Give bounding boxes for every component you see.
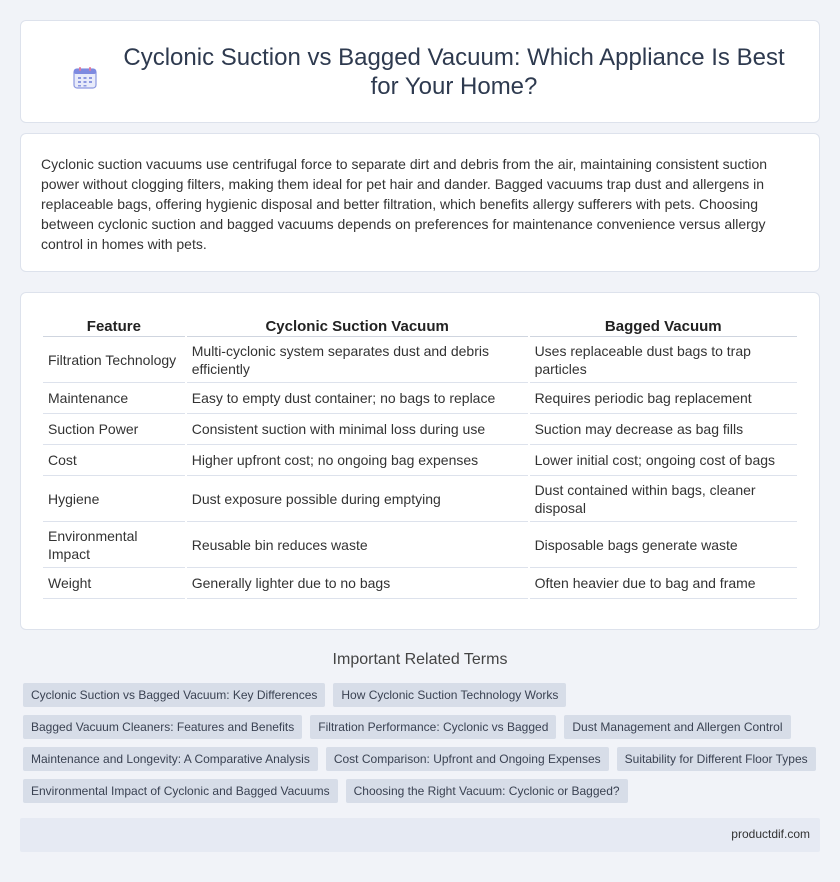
table-row — [43, 445, 797, 476]
footer-site-link[interactable]: productdif.com — [731, 827, 810, 841]
bagged-cell: Disposable bags generate waste — [530, 522, 797, 568]
calendar-grid-icon — [73, 67, 97, 89]
bagged-cell: Uses replaceable dust bags to trap particles — [530, 337, 797, 383]
bagged-cell: Dust contained within bags, cleaner disposal — [530, 476, 797, 522]
table-header-row — [43, 315, 797, 337]
header-bagged: Bagged Vacuum — [530, 315, 797, 337]
bagged-cell: Lower initial cost; ongoing cost of bags — [530, 445, 797, 476]
related-terms-tags — [23, 683, 823, 803]
bagged-cell: Often heavier due to bag and frame — [530, 568, 797, 599]
cyclonic-cell: Consistent suction with minimal loss during use — [187, 414, 528, 445]
table-row — [43, 476, 797, 522]
feature-cell: Filtration Technology — [43, 337, 185, 383]
comparison-table-card — [20, 292, 820, 630]
related-terms-heading: Important Related Terms — [332, 651, 508, 668]
feature-cell: Suction Power — [43, 414, 185, 445]
related-tag[interactable]: Environmental Impact of Cyclonic and Bagged Vacuums — [23, 779, 338, 803]
feature-cell: Cost — [43, 445, 185, 476]
comparison-table — [41, 315, 799, 599]
header-feature: Feature — [43, 315, 185, 337]
feature-cell: Environmental Impact — [43, 522, 185, 568]
related-tag[interactable]: How Cyclonic Suction Technology Works — [333, 683, 566, 707]
table-row — [43, 337, 797, 383]
table-row — [43, 383, 797, 414]
cyclonic-cell: Easy to empty dust container; no bags to replace — [187, 383, 528, 414]
cyclonic-cell: Higher upfront cost; no ongoing bag expenses — [187, 445, 528, 476]
cyclonic-cell: Generally lighter due to no bags — [187, 568, 528, 599]
bagged-cell: Requires periodic bag replacement — [530, 383, 797, 414]
table-row — [43, 414, 797, 445]
table-row — [43, 568, 797, 599]
intro-card — [20, 133, 820, 272]
cyclonic-cell: Multi-cyclonic system separates dust and debris efficiently — [187, 337, 528, 383]
related-tag[interactable]: Suitability for Different Floor Types — [617, 747, 816, 771]
cyclonic-cell: Dust exposure possible during emptying — [187, 476, 528, 522]
feature-cell: Hygiene — [43, 476, 185, 522]
related-tag[interactable]: Maintenance and Longevity: A Comparative Analysis — [23, 747, 318, 771]
related-tag[interactable]: Choosing the Right Vacuum: Cyclonic or Bagged? — [346, 779, 628, 803]
title-card — [20, 20, 820, 123]
related-tag[interactable]: Cyclonic Suction vs Bagged Vacuum: Key Differences — [23, 683, 325, 707]
intro-paragraph: Cyclonic suction vacuums use centrifugal force to separate dirt and debris from the air, maintaining consistent suction power without clogging filters, making them ideal for pet hair and dander. Bagged vacuums trap dust and allergens in replaceable bags, offering hygienic disposal and better filtration, which benefits allergy sufferers with pets. Choosing between cyclonic suction and bagged vacuums depends on preferences for maintenance convenience versus allergy control in homes with pets. — [41, 156, 768, 252]
cyclonic-cell: Reusable bin reduces waste — [187, 522, 528, 568]
feature-cell: Maintenance — [43, 383, 185, 414]
page-title: Cyclonic Suction vs Bagged Vacuum: Which Appliance Is Best for Your Home? — [123, 44, 785, 100]
table-row — [43, 522, 797, 568]
related-tag[interactable]: Filtration Performance: Cyclonic vs Bagged — [310, 715, 556, 739]
related-tag[interactable]: Cost Comparison: Upfront and Ongoing Expenses — [326, 747, 609, 771]
header-cyclonic: Cyclonic Suction Vacuum — [187, 315, 528, 337]
bagged-cell: Suction may decrease as bag fills — [530, 414, 797, 445]
related-tag[interactable]: Bagged Vacuum Cleaners: Features and Benefits — [23, 715, 302, 739]
footer — [20, 818, 820, 852]
related-tag[interactable]: Dust Management and Allergen Control — [564, 715, 790, 739]
feature-cell: Weight — [43, 568, 185, 599]
